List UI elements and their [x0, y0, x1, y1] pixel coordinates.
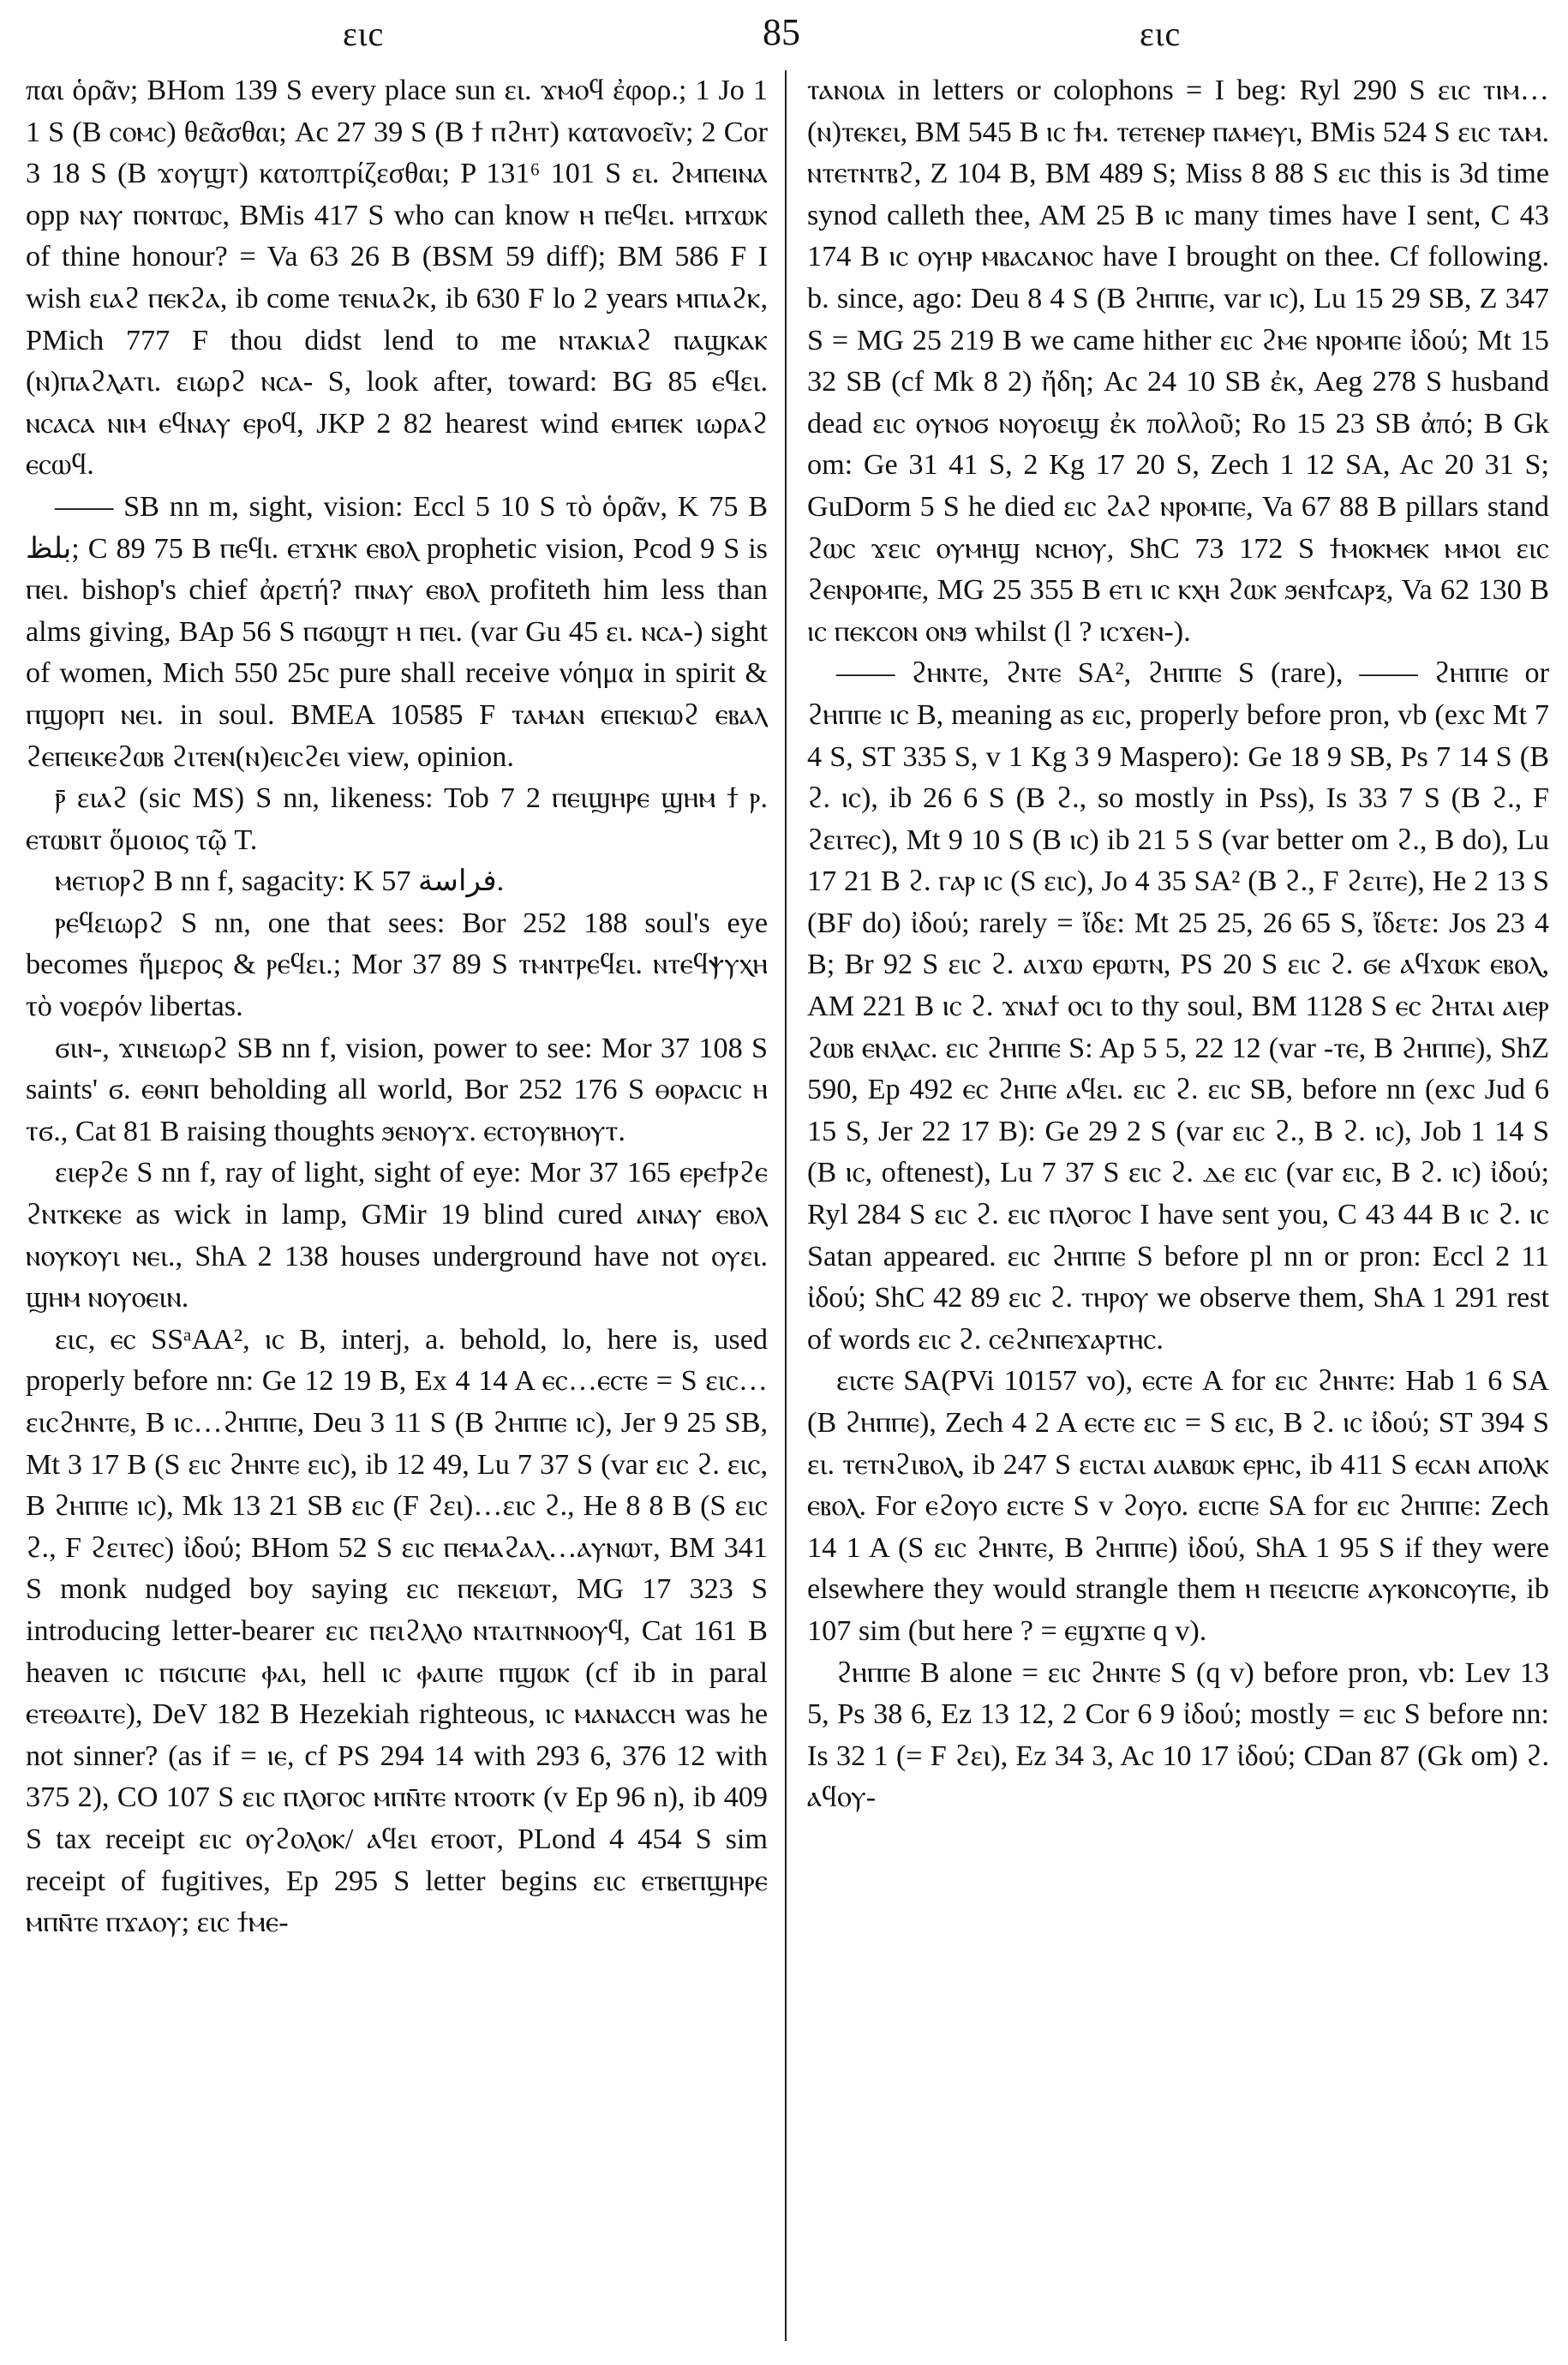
entry-paragraph: ⲣ̄ ειⲁϩ (sic MS) S nn, likeness: Tob 7 2 ⲡⲉιϣⲏⲣⲉ ϣⲏⲙ ϯ ⲣ. ⲉⲧⲱⲃιⲧ ὅμοιος τῷ T. [26, 782, 768, 856]
right-headword: ειc [1140, 15, 1182, 53]
column-divider [785, 70, 787, 2341]
entry-paragraph: παι ὁρᾶν; BHom 139 S every place sun ει. ϫⲙⲟϥ ἐφορ.; 1 Jo 1 1 S (B ⲥⲟⲙⲥ) θεᾶσθαι; Ac 27 39 S (B ϯ ⲡϩⲏⲧ) κατανοεῖν; 2 Cor 3 18 S (B ϫⲟⲩϣⲧ) κατοπτρίζεσθαι; P 131⁶ 101 S ει. ϩⲙⲡⲉⲓⲛⲁ opp ⲛⲁⲩ ⲡⲟⲛⲧⲱⲥ, BMis 417 S who can know ⲏ ⲡⲉϥει. ⲙⲡϫⲱⲕ of thine honour? = Va 63 26 B (BSM 59 diff); BM 586 F I wish ειⲁϩ ⲡⲉⲕϩⲁ, ib come ⲧⲉⲛιⲁϩⲕ, ib 630 F lo 2 years ⲙⲡιⲁϩⲕ, PMich 777 F thou didst lend to me ⲛⲧⲁⲕιⲁϩ ⲡⲁϣⲕⲁⲕ (ⲛ)ⲡⲁϩⲗⲁⲧι. ειωρϩ ⲛⲥⲁ- S, look after, toward: BG 85 ⲉϥει. ⲛⲥⲁⲥⲁ ⲛⲓⲙ ⲉϥⲛⲁⲩ ⲉⲣⲟϥ, JKP 2 82 hearest wind ⲉⲙⲡⲉⲕ ιωρⲁϩ ⲉⲥⲱϥ. [26, 75, 768, 482]
entry-paragraph: ⲧⲁⲛⲟιⲁ in letters or colophons = I beg: Ryl 290 S ειⲥ ⲧⲓⲙ…(ⲛ)ⲧⲉⲕει, BM 545 B ⲓⲥ ϯⲙ. ⲧⲉⲧⲉⲛⲉⲣ ⲡⲁⲙⲉⲩι, BMis 524 S ειⲥ ⲧⲁⲙ. ⲛⲧⲉⲧⲛⲧⲃϩ, Z 104 B, BM 489 S; Miss 8 88 S ειⲥ this is 3d time synod calleth thee, AM 25 B ⲓⲥ many times have I sent, C 43 174 B ⲓⲥ ⲟⲩⲏⲣ ⲙⲃⲁⲥⲁⲛⲟⲥ have I brought on thee. Cf following. b. since, ago: Deu 8 4 S (B ϩⲏⲡⲡⲉ, var ⲓⲥ), Lu 15 29 SB, Z 347 S = MG 25 219 B we came hither ειⲥ ϩⲙⲉ ⲛⲣⲟⲙⲡⲉ ἰδού; Mt 15 32 SB (cf Mk 8 2) ἤδη; Ac 24 10 SB ἐκ, Aeg 278 S husband dead ειⲥ ⲟⲩⲛⲟϭ ⲛⲟⲩⲟειϣ ἐκ πολλοῦ; Ro 15 23 SB ἀπό; B Gk om: Ge 31 41 S, 2 Kg 17 20 S, Zech 1 12 SA, Ac 20 31 S; GuDorm 5 S he died ειⲥ ϩⲁϩ ⲛⲣⲟⲙⲡⲉ, Va 67 88 B pillars stand ϩⲱⲥ ϫειⲥ ⲟⲩⲙⲏϣ ⲛⲥⲏⲟⲩ, ShC 73 172 S ϯⲙⲟⲕⲙⲉⲕ ⲙⲙⲟι ειⲥ ϩⲉⲛⲣⲟⲙⲡⲉ, MG 25 355 B ⲉⲧι ⲓⲥ ⲕⲭⲏ ϩⲱⲕ ϧⲉⲛϯⲥⲁⲣⲝ, Va 62 130 B ⲓⲥ ⲡⲉⲕⲥⲟⲛ ⲟⲛϧ whilst (l ? ⲓⲥϫⲉⲛ-). [807, 75, 1549, 648]
left-headword: ειc [343, 15, 385, 53]
entry-paragraph: ⲣⲉϥειωρϩ S nn, one that sees: Bor 252 188 soul's eye becomes ἥμερος & ⲣⲉϥει.; Mor 37 89 S ⲧⲙⲛⲧⲣⲉϥει. ⲛⲧⲉϥⲯⲩⲭⲏ τὸ νοερόν libertas. [26, 907, 768, 1023]
entry-paragraph: ειⲉⲣϩⲉ S nn f, ray of light, sight of eye: Mor 37 165 ⲉⲣⲉϯⲣϩⲉ ϩⲛⲧⲕⲉⲕⲉ as wick in lamp, GMir 19 blind cured ⲁⲓⲛⲁⲩ ⲉⲃⲟⲗ ⲛⲟⲩⲕⲟⲩι ⲛⲉι., ShA 2 138 houses underground have not ⲟⲩει. ϣⲏⲙ ⲛⲟⲩⲟⲉιⲛ. [26, 1157, 768, 1314]
entry-paragraph: ϭιⲛ-, ϫιⲛειωρϩ SB nn f, vision, power to see: Mor 37 108 S saints' ϭ. ⲉⲑⲛⲡ beholding all world, Bor 252 176 S ⲑⲟⲣⲁⲥιⲥ ⲏ ⲧϭ., Cat 81 B raising thoughts ϧⲉⲛⲟⲩϫ. ⲉⲥⲧⲟⲩⲃⲏⲟⲩⲧ. [26, 1032, 768, 1147]
page-header [0, 7, 1568, 58]
entry-paragraph: ειc, ⲉⲥ SSᵃAA², ⲓⲥ B, interj, a. behold, lo, here is, used properly before nn: Ge 12 19 B, Ex 4 14 A ⲉⲥ…ⲉⲥⲧⲉ = S ειⲥ…ειⲥϩⲏⲛⲧⲉ, B ⲓⲥ…ϩⲏⲡⲡⲉ, Deu 3 11 S (B ϩⲏⲡⲡⲉ ⲓⲥ), Jer 9 25 SB, Mt 3 17 B (S ειⲥ ϩⲏⲛⲧⲉ ειⲥ), ib 12 49, Lu 7 37 S (var ειⲥ ϩ. ειⲥ, B ϩⲏⲡⲡⲉ ⲓⲥ), Mk 13 21 SB ειⲥ (F ϩει)…ειⲥ ϩ., He 8 8 B (S ειⲥ ϩ., F ϩειⲧⲉⲥ) ἰδού; BHom 52 S ειⲥ ⲡⲉⲙⲁϩⲁⲗ…ⲁⲩⲛⲱⲧ, BM 341 S monk nudged boy saying ειⲥ ⲡⲉⲕειⲱⲧ, MG 17 323 S introducing letter-bearer ειⲥ ⲡειϩⲗⲗⲟ ⲛⲧⲁιⲧⲛⲛⲟⲟⲩϥ, Cat 161 B heaven ⲓⲥ ⲡϭιⲥιⲡⲉ ⲫⲁι, hell ⲓⲥ ⲫⲁιⲡⲉ ⲡϣⲱⲕ (cf ib in paral ⲉⲧⲉⲑⲁιⲧⲉ), DeV 182 B Hezekiah righteous, ⲓⲥ ⲙⲁⲛⲁⲥⲥⲏ was he not sinner? (as if = ⲓⲉ, cf PS 294 14 with 293 6, 376 12 with 375 2), CO 107 S ειⲥ ⲡⲗⲟⲅⲟⲥ ⲙⲡⲛ̄ⲧⲉ ⲛⲧⲟⲟⲧⲕ (v Ep 96 n), ib 409 S tax receipt ειⲥ ⲟⲩϩⲟⲗⲟⲕ/ ⲁϥει ⲉⲧⲟⲟⲧ, PLond 4 454 S sim receipt of fugitives, Ep 295 S letter begins ειⲥ ⲉⲧⲃⲉⲡϣⲏⲣⲉ ⲙⲡⲛ̄ⲧⲉ ⲡϫⲁⲟⲩ; ειⲥ ϯⲙⲉ- [26, 1323, 768, 1939]
entry-paragraph: —— ϩⲏⲛⲧⲉ, ϩⲛⲧⲉ SA², ϩⲏⲡⲡⲉ S (rare), —— ϩⲏⲡⲡⲉ or ϩⲏⲡⲡⲉ ⲓⲥ B, meaning as ειⲥ, properly before pron, vb (exc Mt 7 4 S, ST 335 S, v 1 Kg 3 9 Maspero): Ge 18 9 SB, Ps 7 14 S (B ϩ. ⲓⲥ), ib 26 6 S (B ϩ., so mostly in Pss), Is 33 7 S (B ϩ., F ϩειⲧⲉⲥ), Mt 9 10 S (B ⲓⲥ) ib 21 5 S (var better om ϩ., B do), Lu 17 21 B ϩ. ⲅⲁⲣ ⲓⲥ (S ειⲥ), Jo 4 35 SA² (B ϩ., F ϩειⲧⲉ), He 2 13 S (BF do) ἰδού; rarely = ἴδε: Mt 25 25, 26 65 S, ἴδετε: Jos 23 4 B; Br 92 S ειⲥ ϩ. ⲁιϫⲱ ⲉⲣⲱⲧⲛ, PS 20 S ειⲥ ϩ. ϭⲉ ⲁϥϫⲱⲕ ⲉⲃⲟⲗ, AM 221 B ⲓⲥ ϩ. ϫⲛⲁϯ ⲟⲥι to thy soul, BM 1128 S ⲉⲥ ϩⲏⲧⲁι ⲁιⲉⲣ ϩⲱⲃ ⲉⲛⲗⲁⲥ. ειⲥ ϩⲏⲡⲡⲉ S: Ap 5 5, 22 12 (var -ⲧⲉ, B ϩⲏⲡⲡⲉ), ShZ 590, Ep 492 ⲉⲥ ϩⲏⲡⲉ ⲁϥει. ειⲥ ϩ. ειⲥ SB, before nn (exc Jud 6 15 S, Jer 22 17 B): Ge 29 2 S (var ειⲥ ϩ., B ϩ. ⲓⲥ), Job 1 14 S (B ⲓⲥ, oftenest), Lu 7 37 S ειⲥ ϩ. ⲇⲉ ειⲥ (var ειⲥ, B ϩ. ⲓⲥ) ἰδού; Ryl 284 S ειⲥ ϩ. ειⲥ ⲡⲗⲟⲅⲟⲥ I have sent you, C 43 44 B ⲓⲥ ϩ. ⲓⲥ Satan appeared. ειⲥ ϩⲏⲡⲡⲉ S before pl nn or pron: Eccl 2 11 ἰδού; ShC 42 89 ειⲥ ϩ. ⲧⲏⲣⲟⲩ we observe them, ShA 1 291 rest of words ειⲥ ϩ. ⲥⲉϩⲛⲡⲉϫⲁⲣⲧⲏⲥ. [807, 657, 1549, 1356]
entry-paragraph: ειⲥⲧⲉ SA(PVi 10157 vo), ⲉⲥⲧⲉ A for ειⲥ ϩⲏⲛⲧⲉ: Hab 1 6 SA (B ϩⲏⲡⲡⲉ), Zech 4 2 A ⲉⲥⲧⲉ ειⲥ = S ειⲥ, B ϩ. ⲓⲥ ἰδού; ST 394 S ει. ⲧⲉⲧⲛϩιⲃⲟⲗ, ib 247 S ειⲥⲧⲁι ⲁιⲁⲃⲱⲕ ⲉⲣⲏⲥ, ib 411 S ⲉⲥⲁⲛ ⲁⲡⲟⲗⲕ ⲉⲃⲟⲗ. For ⲉϩⲟⲩⲟ ειⲥⲧⲉ S v ϩⲟⲩⲟ. ειⲥⲡⲉ SA for ειⲥ ϩⲏⲡⲡⲉ: Zech 14 1 A (S ειⲥ ϩⲏⲛⲧⲉ, B ϩⲏⲡⲡⲉ) ἰδού, ShA 1 95 S if they were elsewhere they would strangle them ⲏ ⲡⲉειⲥⲡⲉ ⲁⲩⲕⲟⲛⲥⲟⲩⲡⲉ, ib 107 sim (but here ? = ⲉϣϫⲡⲉ q v). [807, 1365, 1549, 1647]
entry-paragraph: ϩⲏⲡⲡⲉ B alone = ειⲥ ϩⲏⲛⲧⲉ S (q v) before pron, vb: Lev 13 5, Ps 38 6, Ez 13 12, 2 Cor 6 9 ἰδού; mostly = ειⲥ S before nn: Is 32 1 (= F ϩει), Ez 34 3, Ac 10 17 ἰδού; CDan 87 (Gk om) ϩ. ⲁϥⲟⲩ- [807, 1656, 1549, 1814]
page-number: 85 [763, 11, 800, 53]
right-column [807, 70, 1549, 2350]
entry-paragraph: —— SB nn m, sight, vision: Eccl 5 10 S τὸ ὁρᾶν, K 75 B بلظ; C 89 75 B ⲡⲉϥι. ⲉⲧϫⲏⲕ ⲉⲃⲟⲗ prophetic vision, Pcod 9 S is ⲡⲉι. bishop's chief ἀρετή? ⲡⲛⲁⲩ ⲉⲃⲟⲗ profiteth him less than alms giving, BAp 56 S ⲡϭⲱϣⲧ ⲏ ⲡⲉι. (var Gu 45 ει. ⲛⲥⲁ-) sight of women, Mich 550 25c pure shall receive νόημα in spirit & ⲡϣⲟⲣⲡ ⲛⲉι. in soul. BMEA 10585 F ⲧⲁⲙⲁⲛ ⲉⲡⲉⲕιⲱϩ ⲉⲃⲁⲗ ϩⲉⲡⲉιⲕⲉϩⲱⲃ ϩιⲧⲉⲛ(ⲛ)ⲉιⲥϩⲉι view, opinion. [26, 490, 768, 773]
entry-paragraph: ⲙⲉⲧιⲟⲣϩ B nn f, sagacity: K 57 فراسة. [55, 865, 505, 898]
left-column [26, 70, 768, 2350]
